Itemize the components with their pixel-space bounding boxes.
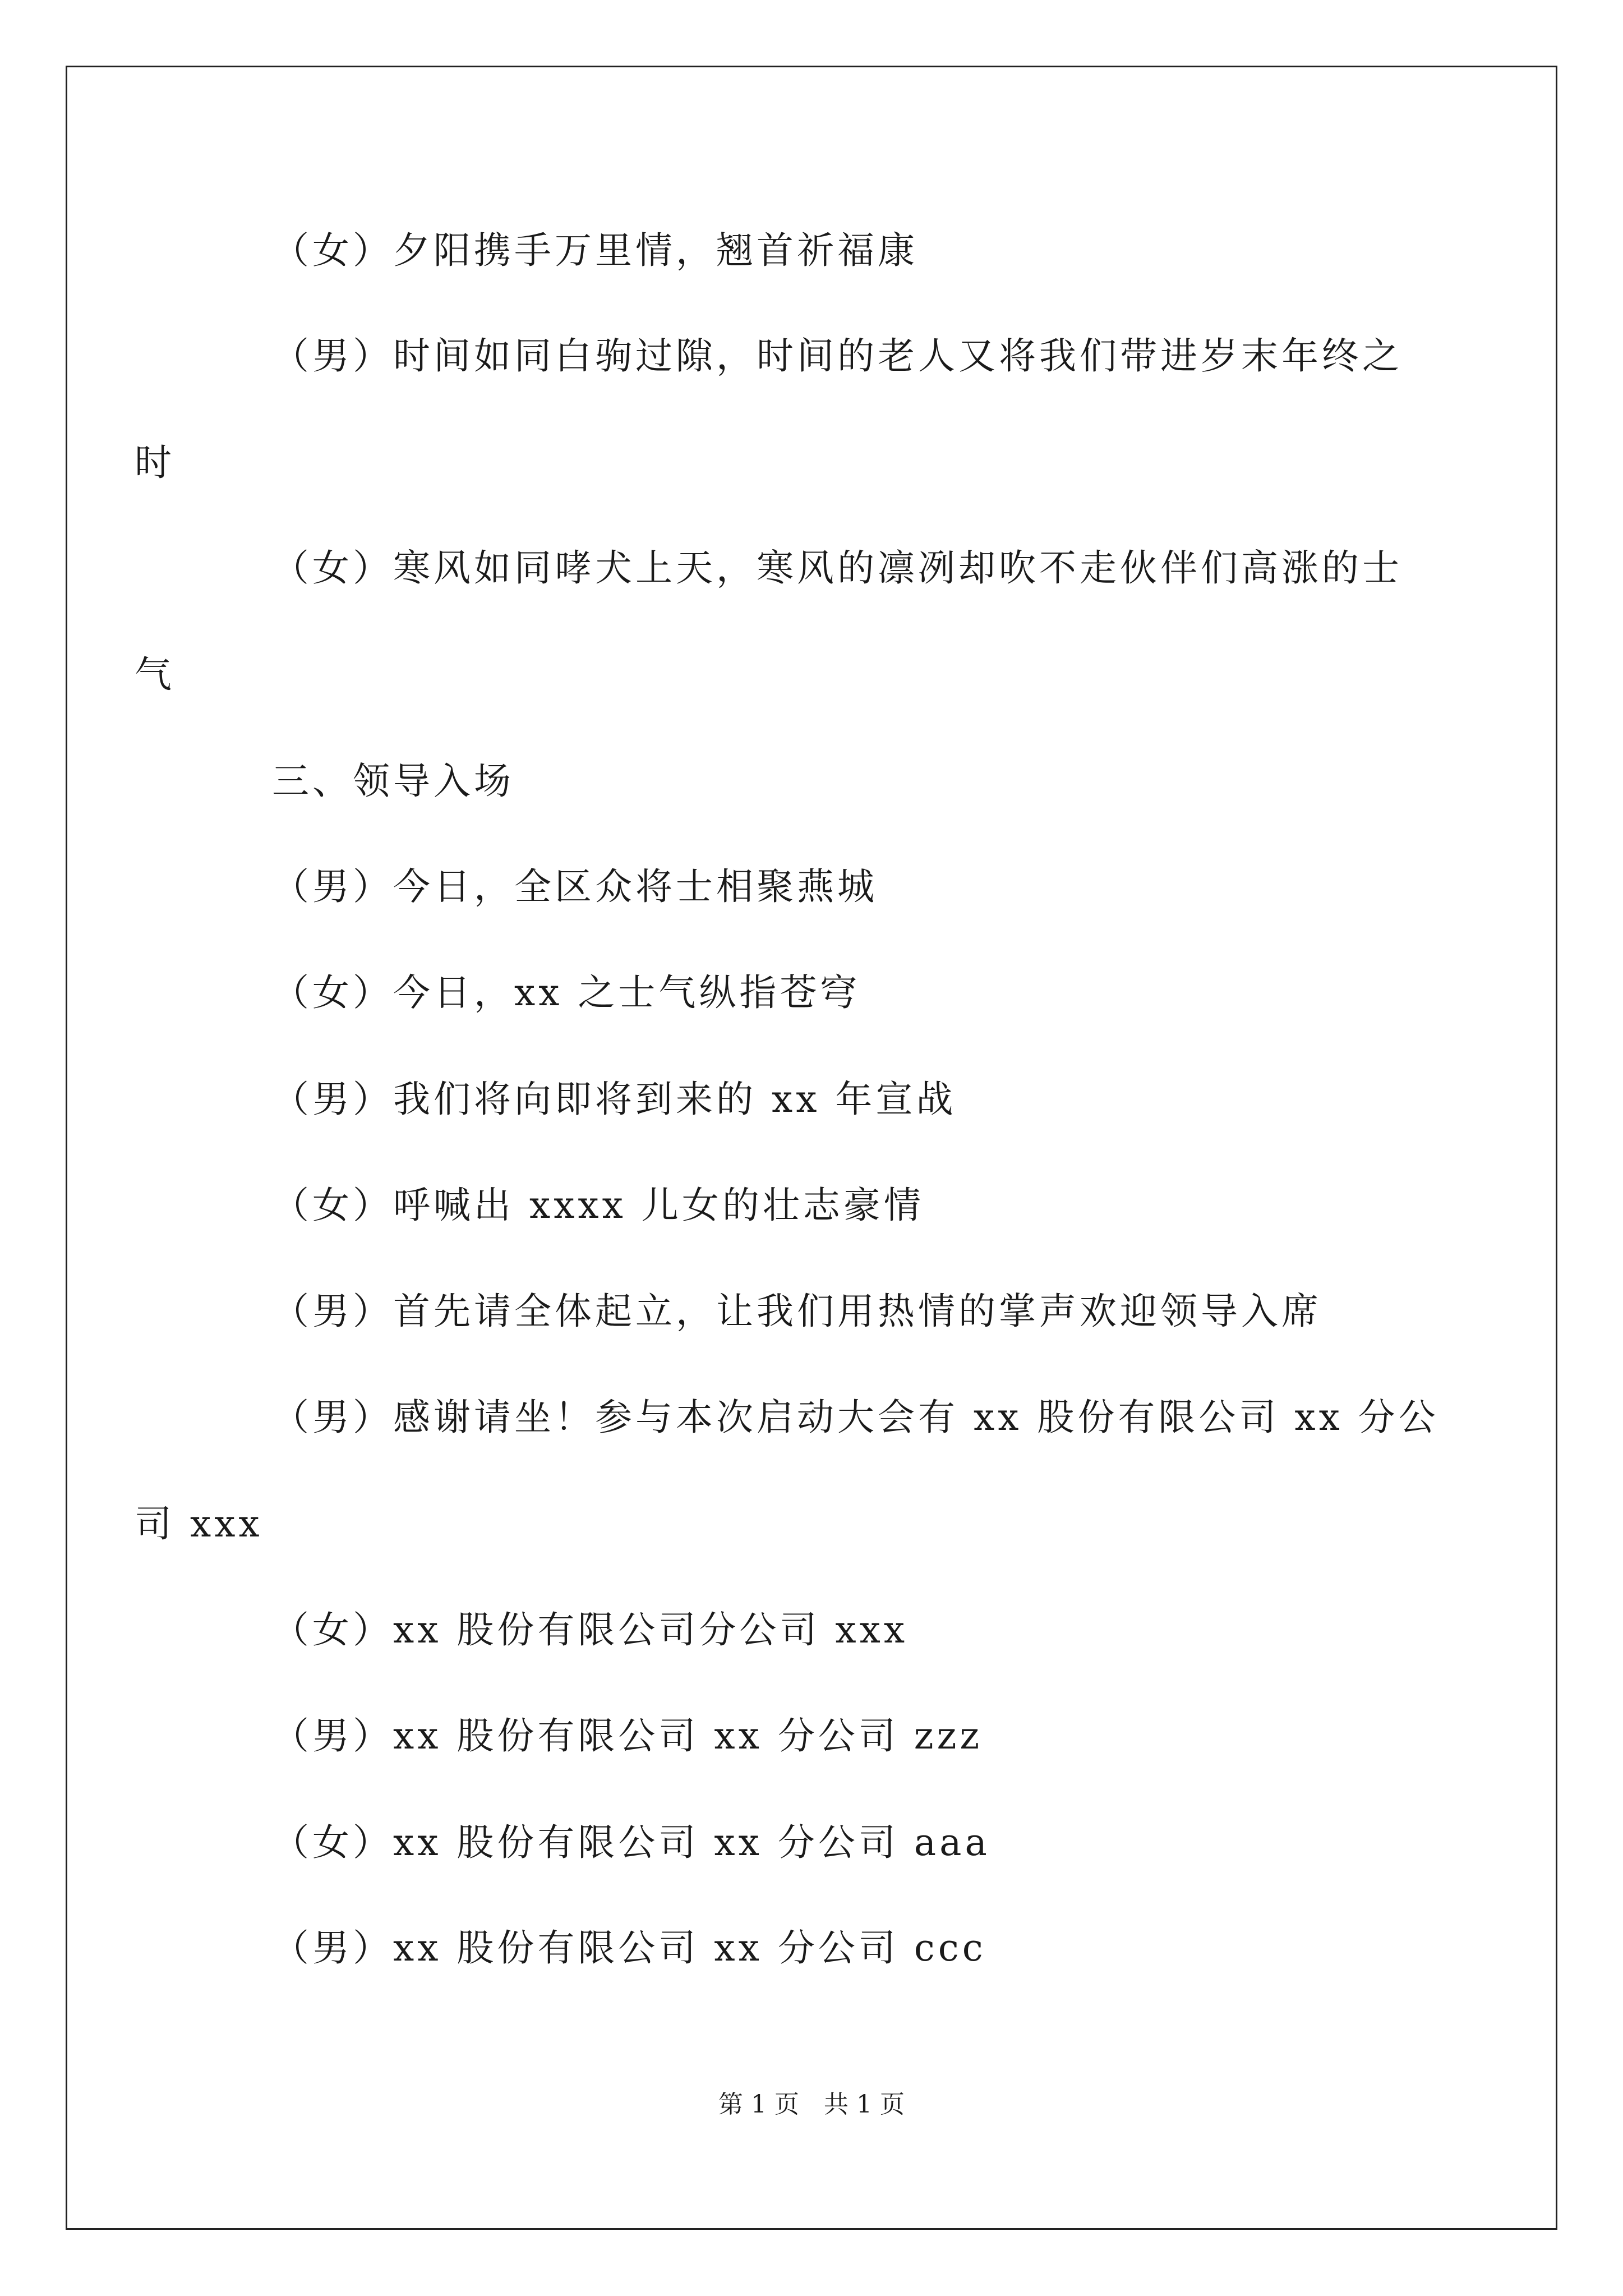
section-heading: 三、领导入场: [272, 760, 514, 803]
paragraph-line: （女）xx 股份有限公司分公司 xxx: [272, 1608, 909, 1651]
paragraph-line: （男）我们将向即将到来的 xx 年宣战: [272, 1078, 957, 1121]
paragraph-line: （男）感谢请坐！参与本次启动大会有 xx 股份有限公司 xx 分公: [272, 1396, 1439, 1439]
paragraph-line: （男）首先请全体起立，让我们用热情的掌声欢迎领导入席: [272, 1290, 1322, 1333]
paragraph-line: （男）xx 股份有限公司 xx 分公司 ccc: [272, 1926, 986, 1970]
paragraph-line: （男）时间如同白驹过隙，时间的老人又将我们带进岁末年终之: [272, 334, 1403, 378]
paragraph-line: （男）xx 股份有限公司 xx 分公司 zzz: [272, 1714, 983, 1757]
page-border: [66, 66, 1557, 2230]
page-footer: 第 1 页 共 1 页: [718, 2090, 905, 2119]
paragraph-line: （男）今日，全区众将士相聚燕城: [272, 865, 878, 908]
paragraph-line: 时: [135, 441, 175, 484]
paragraph-line: （女）今日，xx 之士气纵指苍穹: [272, 971, 861, 1014]
paragraph-line: 司 xxx: [135, 1502, 263, 1545]
paragraph-line: （女）寒风如同哮犬上天，寒风的凛冽却吹不走伙伴们高涨的士: [272, 546, 1403, 590]
paragraph-line: （女）xx 股份有限公司 xx 分公司 aaa: [272, 1821, 990, 1864]
paragraph-line: （女）夕阳携手万里情，翘首祈福康: [272, 229, 918, 272]
paragraph-line: （女）呼喊出 xxxx 儿女的壮志豪情: [272, 1184, 924, 1227]
paragraph-line: 气: [135, 653, 175, 696]
